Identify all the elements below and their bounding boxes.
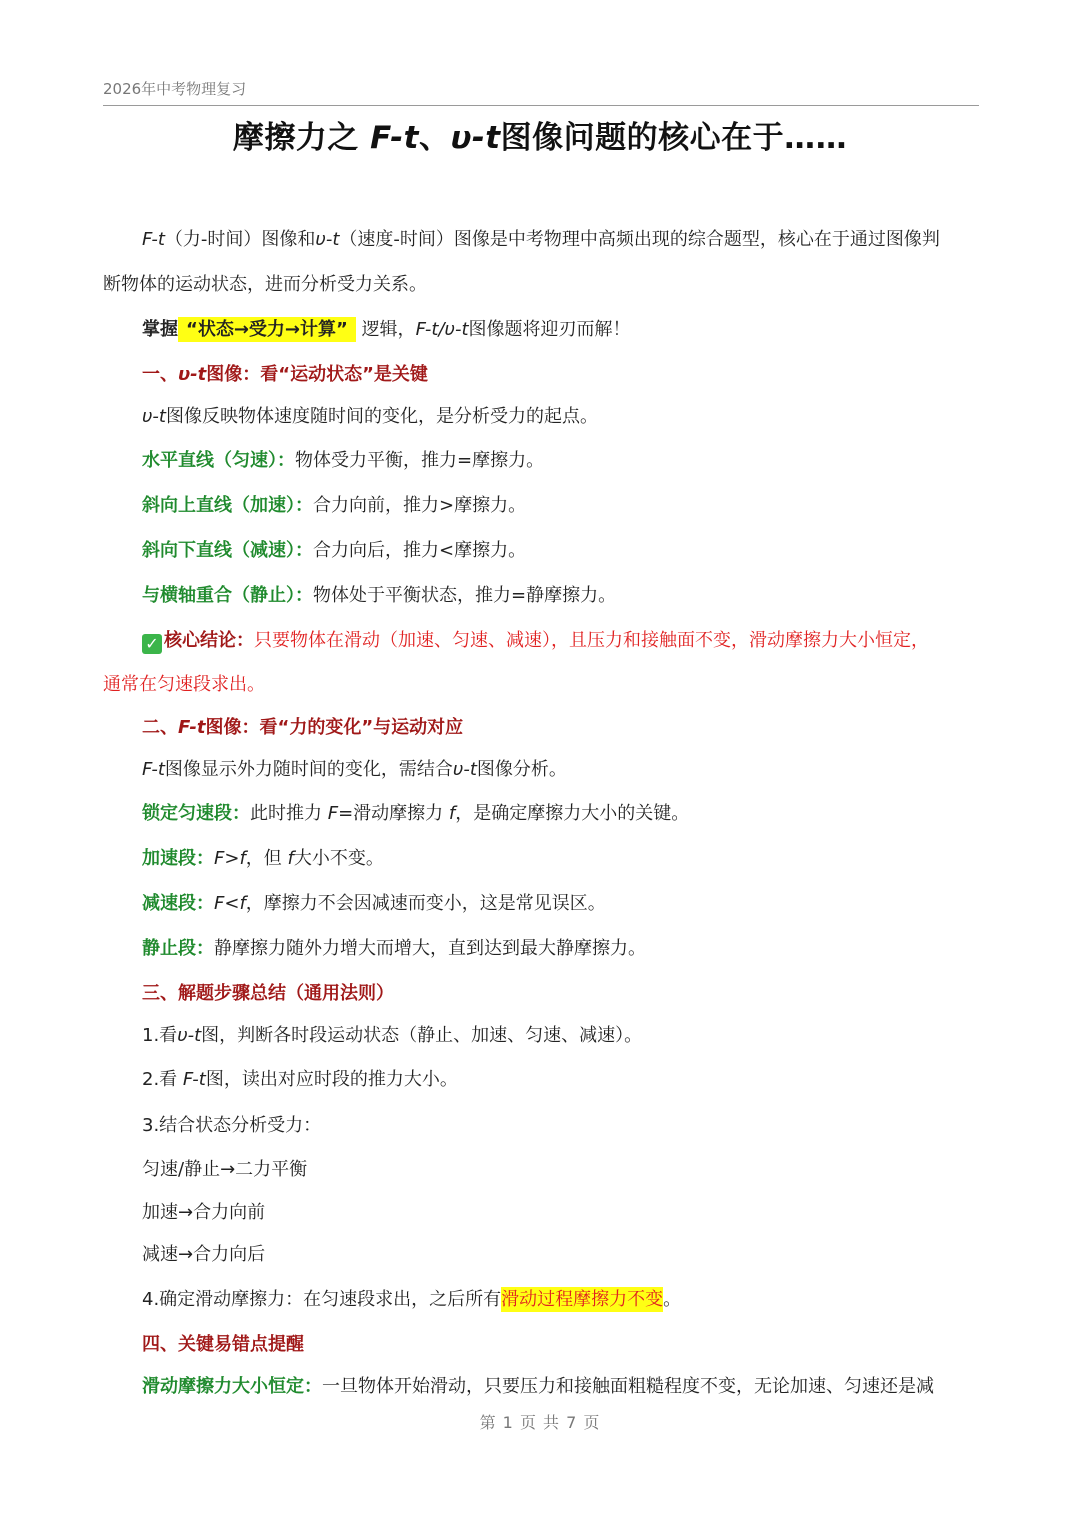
- intro-line-1: [142, 217, 940, 262]
- step-3: 3.结合状态分析受力：: [142, 1115, 322, 1136]
- check-icon: ✓: [142, 634, 162, 654]
- var-F: F: [327, 803, 339, 824]
- text: ，但: [245, 848, 288, 869]
- text: 此时推力: [250, 803, 328, 824]
- step-2: [142, 1057, 458, 1102]
- text: 4.确定滑动摩擦力：在匀速段求出，之后所有: [142, 1289, 502, 1310]
- sec2-item-static: [142, 926, 646, 971]
- sec1-item-label: 斜向下直线（减速）：: [142, 540, 313, 561]
- section-1-heading: [142, 352, 428, 397]
- step-3-sub: 减速→合力向后: [142, 1244, 266, 1265]
- sec2-head-a: 二、: [142, 717, 178, 738]
- sec2-item-label: 减速段：: [142, 893, 214, 914]
- intro-text-a: （力-时间）图像和: [164, 229, 316, 250]
- core-conclusion-line-2: 通常在匀速段求出。: [103, 674, 265, 695]
- sec1-desc-text: 图像反映物体速度随时间的变化，是分析受力的起点。: [165, 406, 598, 427]
- sec1-head-a: 一、: [142, 364, 178, 385]
- master-highlight: “状态→受力→计算”: [178, 317, 356, 342]
- text: 。: [663, 1289, 682, 1310]
- sec1-item-label: 与横轴重合（静止）：: [142, 585, 313, 606]
- title-pre: 摩擦力之: [232, 120, 371, 156]
- sec4-item-text: 一旦物体开始滑动，只要压力和接触面粗糙程度不变，无论加速、匀速还是减: [322, 1376, 934, 1397]
- sec2-head-ft: F-t: [178, 717, 206, 738]
- core-conclusion-line-1: [142, 618, 929, 663]
- sec2-item-decel: [142, 881, 606, 926]
- sec1-item-label: 水平直线（匀速）：: [142, 450, 295, 471]
- sec4-item: [142, 1364, 934, 1409]
- sec1-item: [142, 573, 616, 618]
- section-4-heading: 四、关键易错点提醒: [142, 1334, 304, 1355]
- title-vt: υ-t: [450, 120, 501, 156]
- step-3-sub: 匀速/静止→二力平衡: [142, 1159, 308, 1180]
- text: 大小不变。: [293, 848, 384, 869]
- page-title: [0, 112, 1080, 157]
- sec2-head-b: 图像：看“力的变化”与运动对应: [205, 717, 464, 738]
- sec1-item-text: 合力向前，推力>摩擦力。: [313, 495, 527, 516]
- intro-text-b: （速度-时间）图像是中考物理中高频出现的综合题型，核心在于通过图像判: [339, 229, 940, 250]
- intro-line-2: 断物体的运动状态，进而分析受力关系。: [103, 274, 427, 295]
- step-3-sub: 加速→合力向前: [142, 1202, 266, 1223]
- intro-ft: F-t: [142, 229, 165, 250]
- sec1-head-vt: υ-t: [178, 364, 207, 385]
- sec1-item: [142, 438, 544, 483]
- text: ，是确定摩擦力大小的关键。: [455, 803, 690, 824]
- sec2-item-label: 静止段：: [142, 938, 214, 959]
- sec2-item-accel: [142, 836, 384, 881]
- sec2-desc: [142, 747, 567, 792]
- sec1-item-label: 斜向上直线（加速）：: [142, 495, 313, 516]
- var-vt: υ-t: [177, 1025, 202, 1046]
- text: >: [224, 848, 240, 869]
- intro-vt: υ-t: [315, 229, 340, 250]
- master-mid: 逻辑，: [361, 319, 416, 340]
- title-ft: F-t: [370, 120, 419, 156]
- text: 图，判断各时段运动状态（静止、加速、匀速、减速）。: [201, 1025, 643, 1046]
- sec1-item-text: 合力向后，推力<摩擦力。: [313, 540, 527, 561]
- step4-highlight: 滑动过程摩擦力不变: [501, 1289, 664, 1310]
- var-f: f: [448, 803, 456, 824]
- step-1: [142, 1013, 642, 1058]
- text: 图，读出对应时段的推力大小。: [205, 1069, 458, 1090]
- text: 静摩擦力随外力增大而增大，直到达到最大静摩擦力。: [214, 938, 646, 959]
- var-ft: F-t: [182, 1069, 206, 1090]
- sec2-desc-b: 图像分析。: [476, 759, 567, 780]
- sec1-desc-vt: υ-t: [142, 406, 166, 427]
- var-f: f: [239, 893, 246, 914]
- title-post: 图像问题的核心在于……: [500, 120, 848, 156]
- master-prefix: 掌握: [142, 319, 178, 340]
- conclusion-text: 只要物体在滑动（加速、匀速、减速），且压力和接触面不变，滑动摩擦力大小恒定，: [254, 630, 929, 651]
- text: =滑动摩擦力: [338, 803, 449, 824]
- text: 1.看: [142, 1025, 178, 1046]
- sec1-item-text: 物体处于平衡状态，推力=静摩擦力。: [313, 585, 617, 606]
- section-3-heading: 三、解题步骤总结（通用法则）: [142, 983, 394, 1004]
- master-line: [142, 307, 631, 352]
- title-sep: 、: [419, 120, 451, 156]
- sec2-item-uniform: [142, 791, 689, 836]
- sec4-item-label: 滑动摩擦力大小恒定：: [142, 1376, 322, 1397]
- text: ，摩擦力不会因减速而变小，这是常见误区。: [245, 893, 606, 914]
- sec1-item: [142, 483, 526, 528]
- var-F: F: [214, 848, 225, 869]
- var-f: f: [239, 848, 246, 869]
- var-F: F: [214, 893, 225, 914]
- sec2-desc-ft: F-t: [142, 759, 165, 780]
- sec2-item-label: 加速段：: [142, 848, 214, 869]
- page-header: 2026年中考物理复习: [103, 78, 979, 106]
- step-4: [142, 1277, 681, 1322]
- section-2-heading: [142, 705, 463, 750]
- text: 2.看: [142, 1069, 183, 1090]
- sec2-desc-vt: υ-t: [452, 759, 477, 780]
- sec1-item-text: 物体受力平衡，推力=摩擦力。: [295, 450, 545, 471]
- sec1-desc: [142, 394, 598, 439]
- sec2-desc-a: 图像显示外力随时间的变化，需结合: [164, 759, 453, 780]
- sec1-item: [142, 528, 526, 573]
- page-footer: 第 1 页 共 7 页: [479, 1413, 601, 1432]
- conclusion-label: 核心结论：: [164, 630, 254, 651]
- master-suffix: 图像题将迎刃而解！: [468, 319, 631, 340]
- var-f: f: [287, 848, 294, 869]
- sec2-item-label: 锁定匀速段：: [142, 803, 250, 824]
- sec1-head-b: 图像：看“运动状态”是关键: [206, 364, 428, 385]
- text: <: [224, 893, 240, 914]
- master-ftvt: F-t/υ-t: [415, 319, 469, 340]
